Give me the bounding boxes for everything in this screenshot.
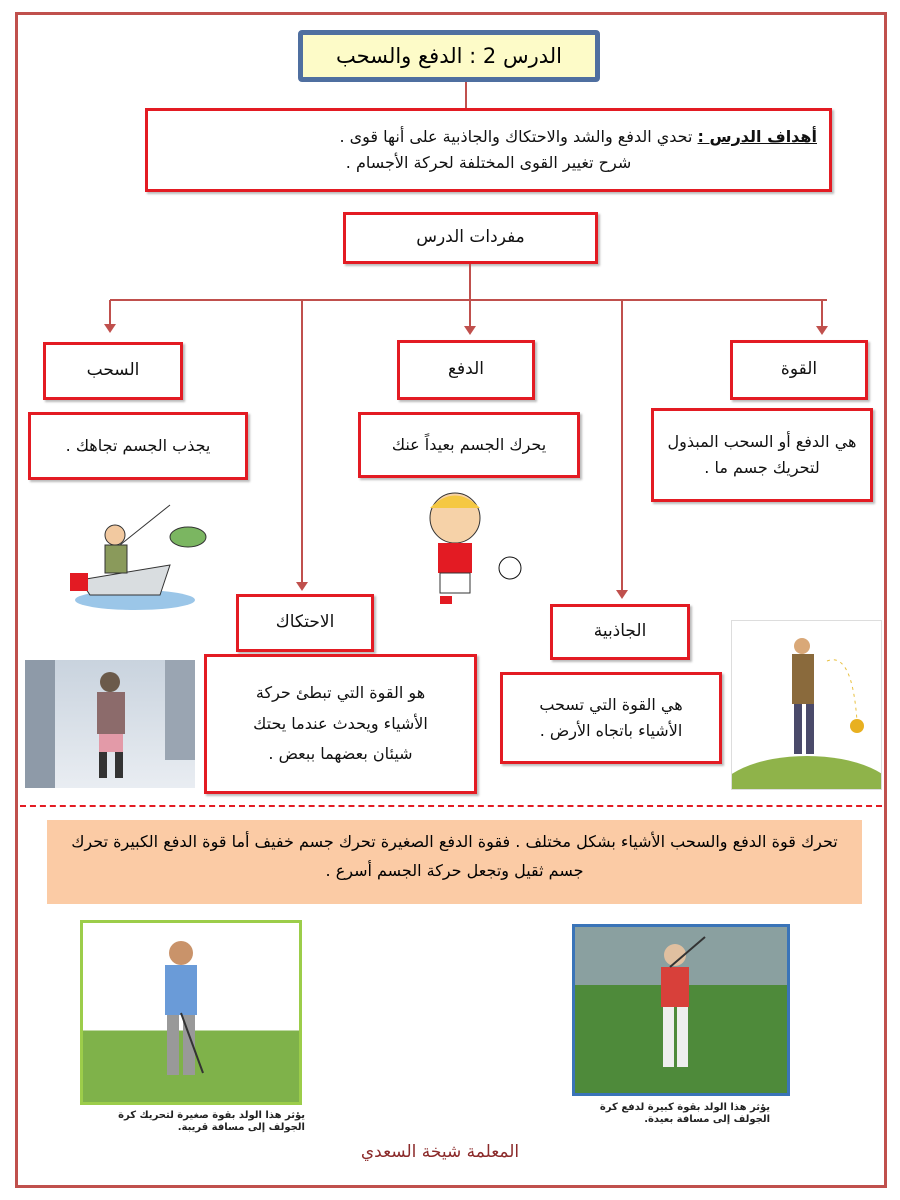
connector — [109, 300, 111, 324]
definition-pull: يجذب الجسم تجاهك . — [28, 412, 248, 480]
definition-force: هي الدفع أو السحب المبذول لتحريك جسم ما . — [651, 408, 873, 502]
connector — [621, 300, 623, 590]
arrow-icon — [816, 326, 828, 335]
skater-photo — [25, 660, 195, 788]
section-divider — [20, 805, 882, 807]
caption-small-force: يؤثر هذا الولد بقوة صغيرة لتحريك كرة الجولف إلى مسافة قريبة. — [118, 1110, 305, 1133]
lesson-title: الدرس 2 : الدفع والسحب — [298, 30, 600, 82]
vocab-heading: مفردات الدرس — [343, 212, 598, 264]
goals-label: أهداف الدرس : — [697, 127, 817, 147]
goals-line-1 — [339, 124, 817, 150]
golfer-large-force-photo — [572, 924, 790, 1096]
arrow-icon — [104, 324, 116, 333]
teacher-signature: المعلمة شيخة السعدي — [360, 1142, 520, 1162]
caption-large-force: يؤثر هذا الولد بقوة كبيرة لدفع كرة الجولف إلى مسافة بعيدة. — [599, 1102, 770, 1125]
connector — [469, 264, 471, 300]
definition-gravity: هي القوة التي تسحب الأشياء باتجاه الأرض . — [500, 672, 722, 764]
arrow-icon — [616, 590, 628, 599]
lesson-goals — [145, 108, 832, 192]
goal-2: شرح تغيير القوى المختلفة لحركة الأجسام . — [345, 153, 632, 172]
connector — [301, 300, 303, 582]
goal-1: تحدي الدفع والشد والاحتكاك والجاذبية على أنها قوى . — [339, 127, 693, 147]
definition-friction: هو القوة التي تبطئ حركة الأشياء ويحدث عندما يحتك شيئان بعضهما ببعض . — [204, 654, 477, 794]
fishing-illustration — [60, 495, 210, 615]
arrow-icon — [296, 582, 308, 591]
summary-text: تحرك قوة الدفع والسحب الأشياء بشكل مختلف . فقوة الدفع الصغيرة تحرك جسم خفيف أما قوة الدفع الكبيرة تحرك جسم ثقيل وتجعل حركة الجسم أسرع . — [47, 820, 862, 904]
term-force: القوة — [730, 340, 868, 400]
definition-push: يحرك الجسم بعيداً عنك — [358, 412, 580, 478]
term-gravity: الجاذبية — [550, 604, 690, 660]
term-push: الدفع — [397, 340, 535, 400]
boy-kicking-ball-illustration — [410, 488, 525, 610]
connector — [469, 300, 471, 326]
term-friction: الاحتكاك — [236, 594, 374, 652]
connector — [821, 300, 823, 326]
gravity-photo — [731, 620, 882, 790]
golfer-small-force-photo — [80, 920, 302, 1105]
term-pull: السحب — [43, 342, 183, 400]
arrow-icon — [464, 326, 476, 335]
connector — [465, 82, 467, 110]
